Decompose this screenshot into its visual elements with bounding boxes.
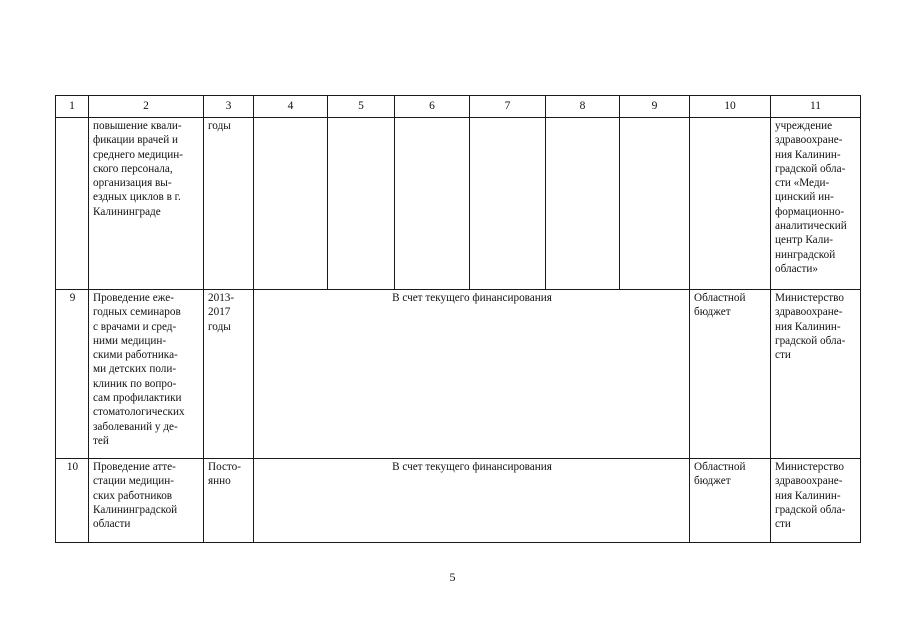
header-cell: 2 xyxy=(89,96,204,118)
financing-cell: В счет текущего финансирования xyxy=(254,290,690,459)
table-row xyxy=(56,459,861,543)
period-cell: годы xyxy=(204,118,254,290)
table-row xyxy=(56,118,861,290)
activity-cell: повышение квали- фикации врачей и среднего медицин- ского персонала, организация вы- ездных циклов в г. Калининграде xyxy=(89,118,204,290)
source-cell xyxy=(690,118,771,290)
header-cell: 1 xyxy=(56,96,89,118)
header-cell: 6 xyxy=(395,96,470,118)
executor-cell: Министерство здравоохране- ния Калинин- градской обла- сти xyxy=(771,459,861,543)
header-cell: 7 xyxy=(470,96,546,118)
header-cell: 8 xyxy=(546,96,620,118)
activity-cell: Проведение атте- стации медицин- ских работников Калининградской области xyxy=(89,459,204,543)
amount-cell xyxy=(395,118,470,290)
row-number: 9 xyxy=(56,290,89,459)
source-cell: Областной бюджет xyxy=(690,459,771,543)
amount-cell xyxy=(470,118,546,290)
row-number xyxy=(56,118,89,290)
period-cell: Посто- янно xyxy=(204,459,254,543)
header-cell: 11 xyxy=(771,96,861,118)
executor-cell: Министерство здравоохране- ния Калинин- градской обла- сти xyxy=(771,290,861,459)
header-cell: 9 xyxy=(620,96,690,118)
activity-cell: Проведение еже- годных семинаров с врачами и сред- ними медицин- скими работника- ми детских поли- клиник по вопро- сам профилактики стоматологических заболеваний у де- тей xyxy=(89,290,204,459)
amount-cell xyxy=(546,118,620,290)
program-table xyxy=(55,95,861,543)
header-cell: 5 xyxy=(328,96,395,118)
page-number: 5 xyxy=(449,570,456,584)
executor-cell: учреждение здравоохране- ния Калинин- градской обла- сти «Меди- цинский ин- формационно- аналитический центр Кали- нинградской области» xyxy=(771,118,861,290)
table-row xyxy=(56,290,861,459)
amount-cell xyxy=(254,118,328,290)
header-cell: 10 xyxy=(690,96,771,118)
amount-cell xyxy=(328,118,395,290)
amount-cell xyxy=(620,118,690,290)
header-row xyxy=(56,96,861,118)
financing-cell: В счет текущего финансирования xyxy=(254,459,690,543)
header-cell: 4 xyxy=(254,96,328,118)
period-cell: 2013- 2017 годы xyxy=(204,290,254,459)
source-cell: Областной бюджет xyxy=(690,290,771,459)
header-cell: 3 xyxy=(204,96,254,118)
row-number: 10 xyxy=(56,459,89,543)
